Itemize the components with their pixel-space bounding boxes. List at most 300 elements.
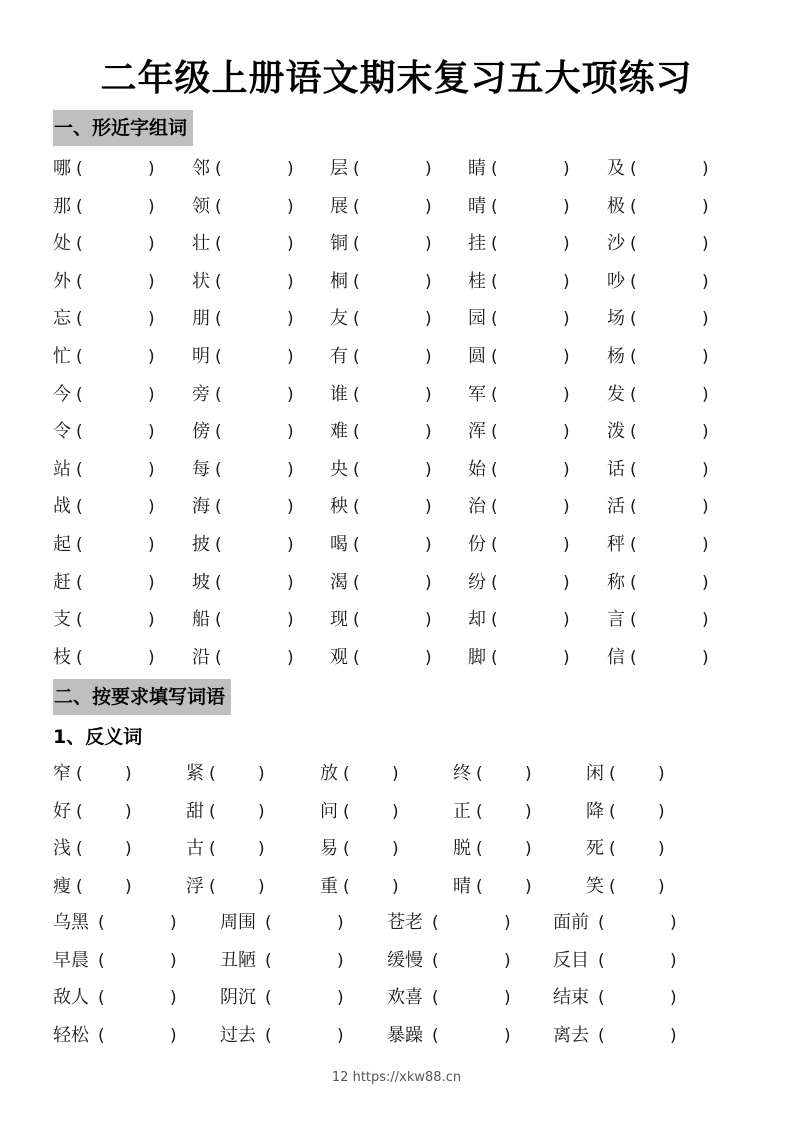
prompt-character: 睛 <box>468 158 486 179</box>
open-paren: ( <box>630 347 637 367</box>
close-paren: ) <box>287 535 294 555</box>
open-paren: ( <box>353 384 360 405</box>
close-paren: ) <box>670 913 677 933</box>
prompt-character: 缓慢 <box>387 949 423 971</box>
open-paren: ( <box>476 801 483 822</box>
prompt-character: 海 <box>192 496 210 518</box>
prompt-character: 船 <box>192 609 210 631</box>
prompt-character: 结束 <box>553 987 589 1008</box>
close-paren: ) <box>425 572 432 593</box>
close-paren: ) <box>287 647 294 668</box>
close-paren: ) <box>425 422 432 443</box>
open-paren: ( <box>353 572 360 593</box>
prompt-character: 份 <box>468 534 486 555</box>
open-paren: ( <box>432 988 439 1008</box>
prompt-character: 欢喜 <box>387 987 423 1008</box>
open-paren: ( <box>76 422 83 443</box>
open-paren: ( <box>215 572 222 593</box>
prompt-character: 沿 <box>192 646 210 668</box>
open-paren: ( <box>215 159 222 179</box>
close-paren: ) <box>702 610 709 631</box>
prompt-character: 治 <box>468 496 486 518</box>
close-paren: ) <box>337 913 344 933</box>
close-paren: ) <box>563 271 570 292</box>
close-paren: ) <box>702 159 709 179</box>
open-paren: ( <box>76 647 83 668</box>
prompt-character: 话 <box>607 458 625 480</box>
close-paren: ) <box>504 913 511 933</box>
close-paren: ) <box>148 384 155 405</box>
close-paren: ) <box>563 497 570 518</box>
prompt-character: 浮 <box>186 875 204 897</box>
open-paren: ( <box>630 572 637 593</box>
prompt-character: 秤 <box>607 534 625 555</box>
open-paren: ( <box>432 913 439 933</box>
open-paren: ( <box>630 234 637 255</box>
open-paren: ( <box>353 159 360 179</box>
prompt-character: 秧 <box>330 496 348 518</box>
open-paren: ( <box>353 497 360 518</box>
close-paren: ) <box>504 988 511 1008</box>
close-paren: ) <box>563 535 570 555</box>
prompt-character: 周围 <box>220 912 256 933</box>
close-paren: ) <box>287 271 294 292</box>
close-paren: ) <box>148 535 155 555</box>
prompt-character: 正 <box>453 800 471 822</box>
open-paren: ( <box>215 535 222 555</box>
prompt-character: 领 <box>192 195 210 217</box>
close-paren: ) <box>425 497 432 518</box>
prompt-character: 阴沉 <box>220 987 256 1008</box>
close-paren: ) <box>148 309 155 330</box>
prompt-character: 有 <box>330 346 348 367</box>
close-paren: ) <box>425 384 432 405</box>
open-paren: ( <box>209 764 216 784</box>
close-paren: ) <box>525 764 532 784</box>
prompt-character: 紧 <box>186 763 204 784</box>
close-paren: ) <box>287 347 294 367</box>
prompt-character: 问 <box>320 800 338 822</box>
close-paren: ) <box>287 572 294 593</box>
prompt-character: 今 <box>53 383 71 405</box>
close-paren: ) <box>148 610 155 631</box>
prompt-character: 暴躁 <box>387 1024 423 1046</box>
open-paren: ( <box>215 610 222 631</box>
close-paren: ) <box>170 1025 177 1046</box>
open-paren: ( <box>98 913 105 933</box>
open-paren: ( <box>76 271 83 292</box>
open-paren: ( <box>491 422 498 443</box>
close-paren: ) <box>337 950 344 971</box>
open-paren: ( <box>209 801 216 822</box>
prompt-character: 哪 <box>53 158 71 179</box>
prompt-character: 支 <box>53 609 71 631</box>
open-paren: ( <box>491 196 498 217</box>
close-paren: ) <box>702 384 709 405</box>
close-paren: ) <box>563 234 570 255</box>
open-paren: ( <box>432 950 439 971</box>
prompt-character: 轻松 <box>53 1024 89 1046</box>
close-paren: ) <box>563 347 570 367</box>
close-paren: ) <box>702 535 709 555</box>
open-paren: ( <box>76 309 83 330</box>
close-paren: ) <box>563 196 570 217</box>
open-paren: ( <box>209 876 216 897</box>
close-paren: ) <box>658 801 665 822</box>
open-paren: ( <box>476 764 483 784</box>
close-paren: ) <box>392 764 399 784</box>
close-paren: ) <box>670 988 677 1008</box>
prompt-character: 过去 <box>220 1024 256 1046</box>
close-paren: ) <box>702 234 709 255</box>
prompt-character: 脱 <box>453 838 471 859</box>
prompt-character: 每 <box>192 458 210 480</box>
open-paren: ( <box>491 572 498 593</box>
open-paren: ( <box>491 535 498 555</box>
open-paren: ( <box>76 610 83 631</box>
close-paren: ) <box>287 384 294 405</box>
prompt-character: 闲 <box>586 763 604 784</box>
close-paren: ) <box>702 196 709 217</box>
close-paren: ) <box>504 1025 511 1046</box>
open-paren: ( <box>353 610 360 631</box>
prompt-character: 古 <box>186 838 204 859</box>
prompt-character: 纷 <box>468 571 486 593</box>
open-paren: ( <box>265 950 272 971</box>
prompt-character: 重 <box>320 875 338 897</box>
close-paren: ) <box>148 422 155 443</box>
close-paren: ) <box>702 572 709 593</box>
prompt-character: 园 <box>468 308 486 330</box>
open-paren: ( <box>76 764 83 784</box>
close-paren: ) <box>258 801 265 822</box>
prompt-character: 挂 <box>468 233 486 255</box>
open-paren: ( <box>491 384 498 405</box>
open-paren: ( <box>630 159 637 179</box>
close-paren: ) <box>148 234 155 255</box>
close-paren: ) <box>702 422 709 443</box>
prompt-character: 层 <box>330 158 348 179</box>
open-paren: ( <box>609 876 616 897</box>
close-paren: ) <box>125 876 132 897</box>
open-paren: ( <box>491 271 498 292</box>
close-paren: ) <box>563 610 570 631</box>
close-paren: ) <box>392 801 399 822</box>
open-paren: ( <box>215 647 222 668</box>
prompt-character: 终 <box>453 763 471 784</box>
prompt-character: 及 <box>607 158 625 179</box>
prompt-character: 离去 <box>553 1024 589 1046</box>
open-paren: ( <box>265 988 272 1008</box>
prompt-character: 明 <box>192 346 210 367</box>
open-paren: ( <box>76 535 83 555</box>
open-paren: ( <box>215 347 222 367</box>
prompt-character: 令 <box>53 421 71 443</box>
open-paren: ( <box>353 309 360 330</box>
close-paren: ) <box>425 196 432 217</box>
close-paren: ) <box>170 950 177 971</box>
prompt-character: 杨 <box>607 346 625 367</box>
open-paren: ( <box>215 384 222 405</box>
prompt-character: 苍老 <box>387 912 423 933</box>
open-paren: ( <box>609 839 616 859</box>
close-paren: ) <box>563 159 570 179</box>
open-paren: ( <box>76 234 83 255</box>
close-paren: ) <box>425 647 432 668</box>
open-paren: ( <box>76 459 83 480</box>
prompt-character: 好 <box>53 800 71 822</box>
close-paren: ) <box>563 384 570 405</box>
prompt-character: 笑 <box>586 875 604 897</box>
open-paren: ( <box>432 1025 439 1046</box>
open-paren: ( <box>265 913 272 933</box>
open-paren: ( <box>76 347 83 367</box>
prompt-character: 沙 <box>607 233 625 255</box>
close-paren: ) <box>702 309 709 330</box>
close-paren: ) <box>425 271 432 292</box>
close-paren: ) <box>702 647 709 668</box>
close-paren: ) <box>287 159 294 179</box>
close-paren: ) <box>702 459 709 480</box>
open-paren: ( <box>343 839 350 859</box>
close-paren: ) <box>563 647 570 668</box>
prompt-character: 窄 <box>53 763 71 784</box>
open-paren: ( <box>353 647 360 668</box>
open-paren: ( <box>353 196 360 217</box>
open-paren: ( <box>76 497 83 518</box>
close-paren: ) <box>425 234 432 255</box>
close-paren: ) <box>425 610 432 631</box>
close-paren: ) <box>125 764 132 784</box>
open-paren: ( <box>491 347 498 367</box>
close-paren: ) <box>658 839 665 859</box>
open-paren: ( <box>609 801 616 822</box>
close-paren: ) <box>287 497 294 518</box>
open-paren: ( <box>598 950 605 971</box>
prompt-character: 傍 <box>192 421 210 443</box>
prompt-character: 活 <box>607 496 625 518</box>
prompt-character: 邻 <box>192 158 210 179</box>
prompt-character: 站 <box>53 458 71 480</box>
prompt-character: 脚 <box>468 646 486 668</box>
prompt-character: 吵 <box>607 270 625 292</box>
close-paren: ) <box>337 988 344 1008</box>
prompt-character: 忘 <box>53 308 71 330</box>
open-paren: ( <box>630 610 637 631</box>
prompt-character: 晴 <box>468 195 486 217</box>
prompt-character: 信 <box>607 646 625 668</box>
prompt-character: 处 <box>53 233 71 255</box>
prompt-character: 喝 <box>330 534 348 555</box>
prompt-character: 枝 <box>53 646 71 668</box>
prompt-character: 铜 <box>330 233 348 255</box>
prompt-character: 难 <box>330 421 348 443</box>
prompt-character: 壮 <box>192 233 210 255</box>
close-paren: ) <box>702 271 709 292</box>
prompt-character: 极 <box>607 195 625 217</box>
open-paren: ( <box>598 1025 605 1046</box>
open-paren: ( <box>491 159 498 179</box>
open-paren: ( <box>630 647 637 668</box>
section-heading-fill-words: 二、按要求填写词语 <box>53 679 231 715</box>
open-paren: ( <box>630 309 637 330</box>
prompt-character: 披 <box>192 534 210 555</box>
close-paren: ) <box>702 497 709 518</box>
prompt-character: 旁 <box>192 383 210 405</box>
close-paren: ) <box>563 309 570 330</box>
close-paren: ) <box>658 876 665 897</box>
open-paren: ( <box>215 271 222 292</box>
open-paren: ( <box>476 839 483 859</box>
close-paren: ) <box>287 459 294 480</box>
prompt-character: 早晨 <box>53 949 89 971</box>
close-paren: ) <box>563 572 570 593</box>
open-paren: ( <box>215 422 222 443</box>
open-paren: ( <box>215 459 222 480</box>
close-paren: ) <box>148 459 155 480</box>
prompt-character: 状 <box>192 270 210 292</box>
prompt-character: 观 <box>330 646 348 668</box>
prompt-character: 现 <box>330 609 348 631</box>
section-heading-similar-characters: 一、形近字组词 <box>53 110 193 146</box>
close-paren: ) <box>148 271 155 292</box>
close-paren: ) <box>148 647 155 668</box>
close-paren: ) <box>148 572 155 593</box>
close-paren: ) <box>670 950 677 971</box>
open-paren: ( <box>215 196 222 217</box>
close-paren: ) <box>337 1025 344 1046</box>
open-paren: ( <box>491 459 498 480</box>
close-paren: ) <box>425 309 432 330</box>
close-paren: ) <box>563 459 570 480</box>
open-paren: ( <box>353 422 360 443</box>
close-paren: ) <box>125 801 132 822</box>
open-paren: ( <box>215 234 222 255</box>
close-paren: ) <box>287 196 294 217</box>
open-paren: ( <box>630 271 637 292</box>
prompt-character: 降 <box>586 800 604 822</box>
open-paren: ( <box>353 347 360 367</box>
prompt-character: 圆 <box>468 346 486 367</box>
open-paren: ( <box>630 535 637 555</box>
prompt-character: 桐 <box>330 270 348 292</box>
open-paren: ( <box>76 839 83 859</box>
prompt-character: 瘦 <box>53 875 71 897</box>
prompt-character: 起 <box>53 534 71 555</box>
open-paren: ( <box>353 535 360 555</box>
close-paren: ) <box>170 913 177 933</box>
open-paren: ( <box>630 459 637 480</box>
open-paren: ( <box>491 234 498 255</box>
prompt-character: 浅 <box>53 838 71 859</box>
close-paren: ) <box>425 459 432 480</box>
open-paren: ( <box>215 309 222 330</box>
close-paren: ) <box>525 801 532 822</box>
page-title: 二年级上册语文期末复习五大项练习 <box>100 58 693 99</box>
open-paren: ( <box>491 647 498 668</box>
open-paren: ( <box>343 801 350 822</box>
close-paren: ) <box>287 422 294 443</box>
prompt-character: 赶 <box>53 571 71 593</box>
open-paren: ( <box>491 610 498 631</box>
subheading-antonyms: 1、反义词 <box>53 726 143 748</box>
close-paren: ) <box>425 535 432 555</box>
open-paren: ( <box>491 497 498 518</box>
prompt-character: 军 <box>468 383 486 405</box>
prompt-character: 面前 <box>553 912 589 933</box>
open-paren: ( <box>76 384 83 405</box>
prompt-character: 敌人 <box>53 987 89 1008</box>
close-paren: ) <box>125 839 132 859</box>
close-paren: ) <box>258 764 265 784</box>
prompt-character: 易 <box>320 838 338 859</box>
close-paren: ) <box>287 234 294 255</box>
prompt-character: 死 <box>586 838 604 859</box>
close-paren: ) <box>525 876 532 897</box>
open-paren: ( <box>343 764 350 784</box>
open-paren: ( <box>630 497 637 518</box>
prompt-character: 朋 <box>192 308 210 330</box>
open-paren: ( <box>630 384 637 405</box>
open-paren: ( <box>353 234 360 255</box>
open-paren: ( <box>630 196 637 217</box>
open-paren: ( <box>630 422 637 443</box>
prompt-character: 忙 <box>53 346 71 367</box>
open-paren: ( <box>609 764 616 784</box>
open-paren: ( <box>215 497 222 518</box>
open-paren: ( <box>353 271 360 292</box>
open-paren: ( <box>265 1025 272 1046</box>
close-paren: ) <box>702 347 709 367</box>
open-paren: ( <box>76 159 83 179</box>
prompt-character: 央 <box>330 458 348 480</box>
close-paren: ) <box>258 876 265 897</box>
prompt-character: 晴 <box>453 875 471 897</box>
open-paren: ( <box>76 801 83 822</box>
open-paren: ( <box>353 459 360 480</box>
close-paren: ) <box>425 347 432 367</box>
close-paren: ) <box>287 309 294 330</box>
close-paren: ) <box>148 196 155 217</box>
open-paren: ( <box>491 309 498 330</box>
prompt-character: 泼 <box>607 421 625 443</box>
open-paren: ( <box>98 1025 105 1046</box>
open-paren: ( <box>76 196 83 217</box>
close-paren: ) <box>563 422 570 443</box>
open-paren: ( <box>598 913 605 933</box>
prompt-character: 浑 <box>468 421 486 443</box>
close-paren: ) <box>392 876 399 897</box>
prompt-character: 战 <box>53 496 71 518</box>
close-paren: ) <box>425 159 432 179</box>
close-paren: ) <box>670 1025 677 1046</box>
close-paren: ) <box>148 159 155 179</box>
prompt-character: 那 <box>53 195 71 217</box>
prompt-character: 坡 <box>192 571 210 593</box>
prompt-character: 场 <box>607 308 625 330</box>
open-paren: ( <box>343 876 350 897</box>
open-paren: ( <box>98 950 105 971</box>
prompt-character: 乌黑 <box>53 912 89 933</box>
close-paren: ) <box>148 497 155 518</box>
close-paren: ) <box>170 988 177 1008</box>
open-paren: ( <box>76 572 83 593</box>
prompt-character: 反目 <box>553 949 589 971</box>
prompt-character: 展 <box>330 195 348 217</box>
page-footer: 12 https://xkw88.cn <box>331 1070 462 1085</box>
prompt-character: 渴 <box>330 571 348 593</box>
prompt-character: 甜 <box>186 800 204 822</box>
